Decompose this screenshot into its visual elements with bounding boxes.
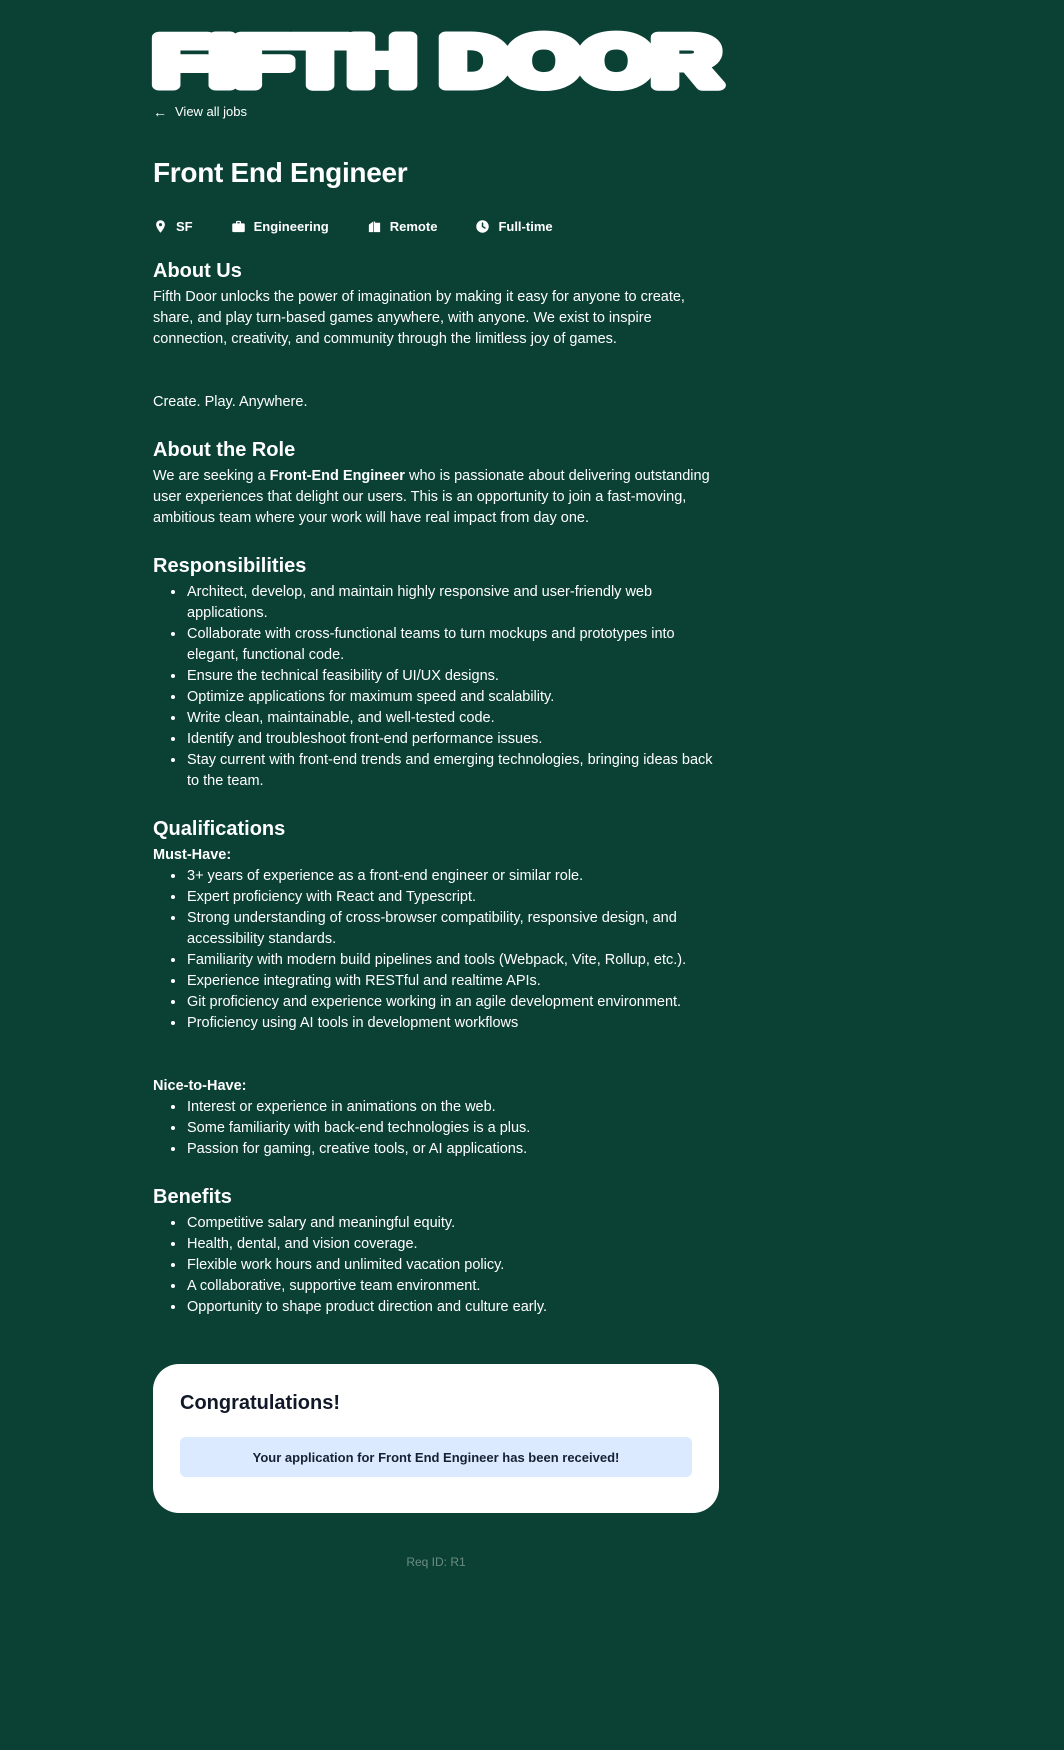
list-item: • Interest or experience in animations on the web. <box>186 1097 719 1118</box>
about-us-tagline: Create. Play. Anywhere. <box>153 394 308 410</box>
briefcase-icon <box>231 219 246 234</box>
list-item: • Proficiency using AI tools in development workflows <box>186 1013 719 1034</box>
section-about-role <box>153 439 719 529</box>
section-heading: Qualifications <box>153 818 286 840</box>
list-item: • Stay current with front-end trends and emerging technologies, bringing ideas back to the team. <box>186 750 719 792</box>
application-confirmation-card <box>153 1364 719 1513</box>
location-pin-icon <box>153 219 168 234</box>
role-intro-suffix: who is passionate about delivering outstanding user experiences that delight our users. This is an opportunity to join a fast-moving, ambitious team where your work will have real impact from day one. <box>153 468 710 526</box>
meta-workplace-label: Remote <box>389 219 438 234</box>
meta-employment-type <box>475 219 552 234</box>
meta-department <box>231 219 329 234</box>
list-item: • Opportunity to shape product direction and culture early. <box>186 1297 719 1318</box>
section-about-us <box>153 260 719 413</box>
meta-workplace <box>367 219 438 234</box>
must-have-label: Must-Have: <box>153 847 232 863</box>
back-arrow-icon: ← <box>153 103 167 120</box>
list-item: • Expert proficiency with React and Typescript. <box>186 887 719 908</box>
req-id-text: Req ID: R1 <box>406 1555 466 1569</box>
nice-to-have-list <box>153 1097 719 1160</box>
nice-to-have-label: Nice-to-Have: <box>153 1078 247 1094</box>
logo-text: FIFTH DOOR <box>153 22 720 100</box>
fifth-door-logo-icon <box>153 22 719 98</box>
job-meta-row <box>153 219 719 234</box>
about-role-body <box>153 466 719 529</box>
list-item: • Ensure the technical feasibility of UI/UX designs. <box>186 666 719 687</box>
job-posting-page <box>153 0 719 1609</box>
responsibilities-list <box>153 582 719 792</box>
list-item: • Health, dental, and vision coverage. <box>186 1234 719 1255</box>
role-intro-prefix: We are seeking a <box>153 468 270 484</box>
page-title: Front End Engineer <box>153 157 408 188</box>
list-item: • Architect, develop, and maintain highly responsive and user-friendly web applications. <box>186 582 719 624</box>
confirmation-message: Your application for Front End Engineer has been received! <box>252 1449 620 1465</box>
list-item: • Flexible work hours and unlimited vacation policy. <box>186 1255 719 1276</box>
list-item: • Passion for gaming, creative tools, or AI applications. <box>186 1139 719 1160</box>
list-item: • A collaborative, supportive team environment. <box>186 1276 719 1297</box>
section-benefits <box>153 1186 719 1318</box>
must-have-list <box>153 866 719 1034</box>
role-intro-bold: Front-End Engineer <box>269 468 405 484</box>
list-item: • Identify and troubleshoot front-end performance issues. <box>186 729 719 750</box>
meta-employment-type-label: Full-time <box>498 219 553 234</box>
confirmation-title: Congratulations! <box>180 1392 340 1414</box>
list-item: • Git proficiency and experience working in an agile development environment. <box>186 992 719 1013</box>
section-heading: Responsibilities <box>153 555 307 577</box>
list-item: • Experience integrating with RESTful and realtime APIs. <box>186 971 719 992</box>
meta-location <box>153 219 193 234</box>
company-logo <box>153 22 719 98</box>
list-item: • Competitive salary and meaningful equity. <box>186 1213 719 1234</box>
section-heading: Benefits <box>153 1186 232 1208</box>
list-item: • Collaborate with cross-functional teams to turn mockups and prototypes into elegant, functional code. <box>186 624 719 666</box>
section-heading: About Us <box>153 260 242 282</box>
list-item: • 3+ years of experience as a front-end engineer or similar role. <box>186 866 719 887</box>
list-item: • Some familiarity with back-end technologies is a plus. <box>186 1118 719 1139</box>
clock-icon <box>475 219 490 234</box>
list-item: • Strong understanding of cross-browser compatibility, responsive design, and accessibility standards. <box>186 908 719 950</box>
meta-location-label: SF <box>176 219 193 234</box>
section-heading: About the Role <box>153 439 296 461</box>
meta-department-label: Engineering <box>253 219 329 234</box>
list-item: • Write clean, maintainable, and well-tested code. <box>186 708 719 729</box>
list-item: • Familiarity with modern build pipelines and tools (Webpack, Vite, Rollup, etc.). <box>186 950 719 971</box>
list-item: • Optimize applications for maximum speed and scalability. <box>186 687 719 708</box>
back-link-label: View all jobs <box>175 104 248 119</box>
confirmation-banner <box>180 1437 692 1477</box>
benefits-list <box>153 1213 719 1318</box>
section-responsibilities <box>153 555 719 792</box>
section-qualifications <box>153 818 719 1160</box>
about-us-body: Fifth Door unlocks the power of imagination by making it easy for anyone to create, share, and play turn-based games anywhere, with anyone. We exist to inspire connection, creativity, and community through the limitless joy of games. <box>153 289 685 347</box>
view-all-jobs-link[interactable] <box>153 104 247 119</box>
building-icon <box>367 219 382 234</box>
